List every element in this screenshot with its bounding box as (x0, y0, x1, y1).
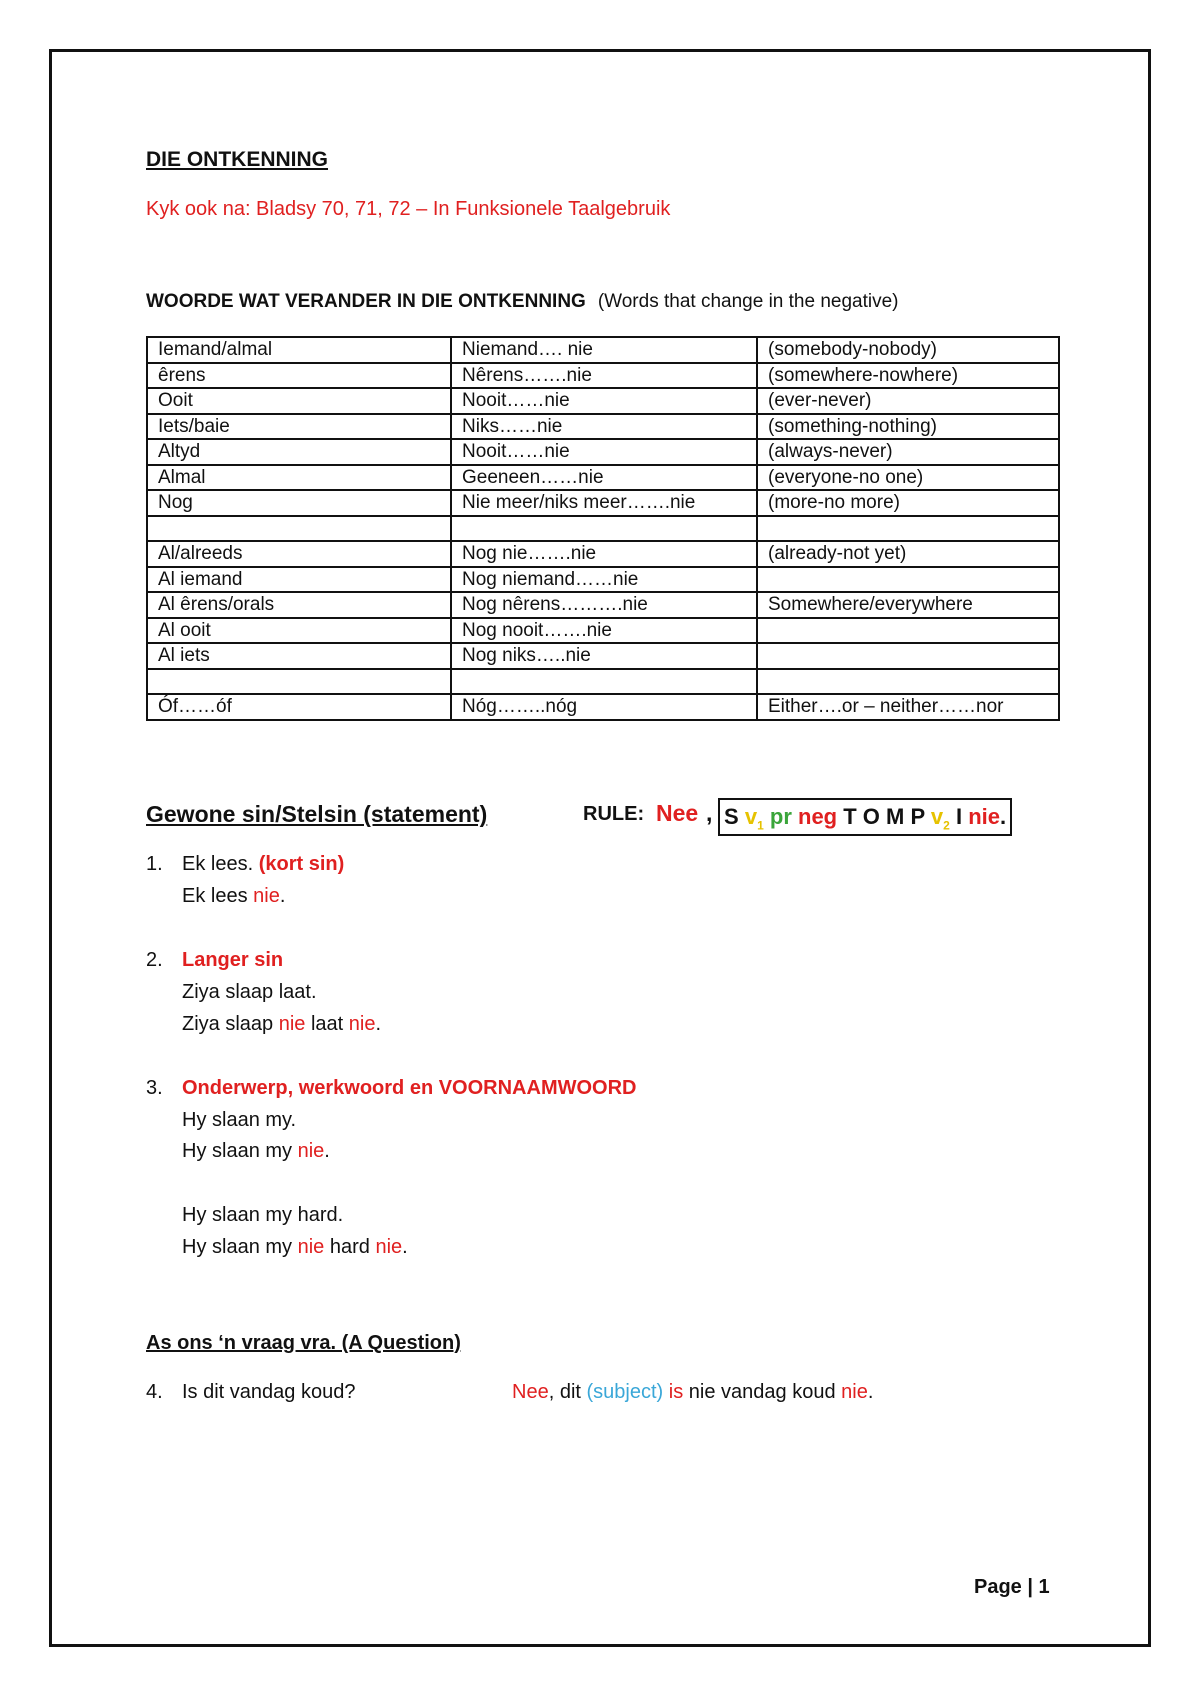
table-cell (451, 516, 757, 542)
words-heading-title: WOORDE WAT VERANDER IN DIE ONTKENNING (146, 291, 586, 312)
item-1-tag: (kort sin) (258, 853, 345, 875)
table-cell: Nóg……..nóg (451, 694, 757, 720)
words-heading (146, 291, 899, 313)
rule-i: I (955, 804, 963, 829)
table-cell: Nog niemand……nie (451, 567, 757, 593)
words-heading-translation: (Words that change in the negative) (597, 291, 899, 312)
item-3-title: Onderwerp, werkwoord en VOORNAAMWOORD (182, 1077, 637, 1099)
item-2-negated: Ziya slaap nie laat nie. (182, 1013, 382, 1035)
table-row (147, 541, 1059, 567)
table-cell: (ever-never) (757, 388, 1059, 414)
rule-box (718, 798, 1012, 836)
table-cell (757, 618, 1059, 644)
rule-nie: nie (968, 804, 1000, 829)
rule-v1: $v_1$ (744, 804, 764, 833)
table-cell: Óf……óf (147, 694, 451, 720)
table-cell: Niks……nie (451, 414, 757, 440)
table-cell: Nooit……nie (451, 388, 757, 414)
rule-dot: . (999, 804, 1007, 829)
rule-s: S (724, 804, 739, 829)
table-cell: Geeneen……nie (451, 465, 757, 491)
table-cell: Nog nie…….nie (451, 541, 757, 567)
rule-pr: pr (769, 804, 792, 829)
table-cell: Iemand/almal (147, 337, 451, 363)
rule-v2: $v_2$ (930, 804, 950, 833)
table-row (147, 567, 1059, 593)
table-cell (757, 669, 1059, 695)
item-4: 4. Is dit vandag koud? (146, 1381, 356, 1403)
table-cell: (everyone-no one) (757, 465, 1059, 491)
table-row (147, 592, 1059, 618)
rule-neg: neg (798, 804, 838, 829)
table-cell: Nog (147, 490, 451, 516)
table-row (147, 516, 1059, 542)
table-cell: Al/alreeds (147, 541, 451, 567)
table-row (147, 363, 1059, 389)
reference-note: Kyk ook na: Bladsy 70, 71, 72 – In Funksionele Taalgebruik (146, 198, 671, 220)
table-cell: (already-not yet) (757, 541, 1059, 567)
table-row (147, 388, 1059, 414)
rule-label: RULE: (583, 803, 645, 825)
table-cell: Nooit……nie (451, 439, 757, 465)
table-cell (147, 516, 451, 542)
table-row (147, 439, 1059, 465)
table-cell: Niemand…. nie (451, 337, 757, 363)
page-border (49, 49, 1151, 1647)
item-3-negated-1: Hy slaan my nie. (182, 1140, 330, 1162)
item-3-sentence-1: Hy slaan my. (182, 1109, 297, 1131)
table-cell: (something-nothing) (757, 414, 1059, 440)
table-cell: (always-never) (757, 439, 1059, 465)
table-cell: Almal (147, 465, 451, 491)
table-cell (451, 669, 757, 695)
table-cell: Nie meer/niks meer…….nie (451, 490, 757, 516)
table-cell: Nog nêrens……….nie (451, 592, 757, 618)
table-row (147, 490, 1059, 516)
table-cell: Altyd (147, 439, 451, 465)
table-row (147, 414, 1059, 440)
page-number: Page | 1 (974, 1576, 1050, 1598)
table-cell: Somewhere/everywhere (757, 592, 1059, 618)
table-cell: Al iemand (147, 567, 451, 593)
table-row (147, 337, 1059, 363)
item-1-sentence: Ek lees. (182, 853, 254, 875)
item-2-sentence: Ziya slaap laat. (182, 981, 317, 1003)
item-2-title: Langer sin (182, 949, 284, 971)
page-title: DIE ONTKENNING (146, 148, 329, 171)
table-cell (757, 643, 1059, 669)
negation-table (146, 336, 1060, 721)
table-row (147, 694, 1059, 720)
item-1: 1. Ek lees. (kort sin) (146, 853, 345, 875)
table-row (147, 465, 1059, 491)
table-cell: (somewhere-nowhere) (757, 363, 1059, 389)
table-cell (757, 567, 1059, 593)
item-3-sentence-2: Hy slaan my hard. (182, 1204, 344, 1226)
item-1-negated: Ek lees nie. (182, 885, 286, 907)
question-heading: As ons ‘n vraag vra. (A Question) (146, 1332, 461, 1354)
item-2: 2. Langer sin (146, 949, 284, 971)
table-cell: (somebody-nobody) (757, 337, 1059, 363)
table-cell (757, 516, 1059, 542)
item-4-question: Is dit vandag koud? (182, 1381, 356, 1403)
table-row (147, 643, 1059, 669)
table-cell: Nêrens…….nie (451, 363, 757, 389)
table-cell: Iets/baie (147, 414, 451, 440)
rule-nee: Nee (656, 800, 699, 826)
table-cell: Al ooit (147, 618, 451, 644)
table-cell (147, 669, 451, 695)
item-4-answer: Nee, dit (subject) is nie vandag koud nie. (512, 1381, 874, 1403)
rule-tomp: T O M P (843, 804, 925, 829)
statement-heading: Gewone sin/Stelsin (statement) (146, 801, 488, 827)
rule-comma: , (706, 800, 713, 826)
table-cell: Either….or – neither……nor (757, 694, 1059, 720)
table-cell: Al iets (147, 643, 451, 669)
table-cell: Nog nooit…….nie (451, 618, 757, 644)
table-row (147, 618, 1059, 644)
table-cell: Ooit (147, 388, 451, 414)
table-cell: êrens (147, 363, 451, 389)
table-cell: (more-no more) (757, 490, 1059, 516)
table-row (147, 669, 1059, 695)
table-cell: Al êrens/orals (147, 592, 451, 618)
table-cell: Nog niks…..nie (451, 643, 757, 669)
item-3-negated-2: Hy slaan my nie hard nie. (182, 1236, 408, 1258)
item-3: 3. Onderwerp, werkwoord en VOORNAAMWOORD (146, 1077, 637, 1099)
